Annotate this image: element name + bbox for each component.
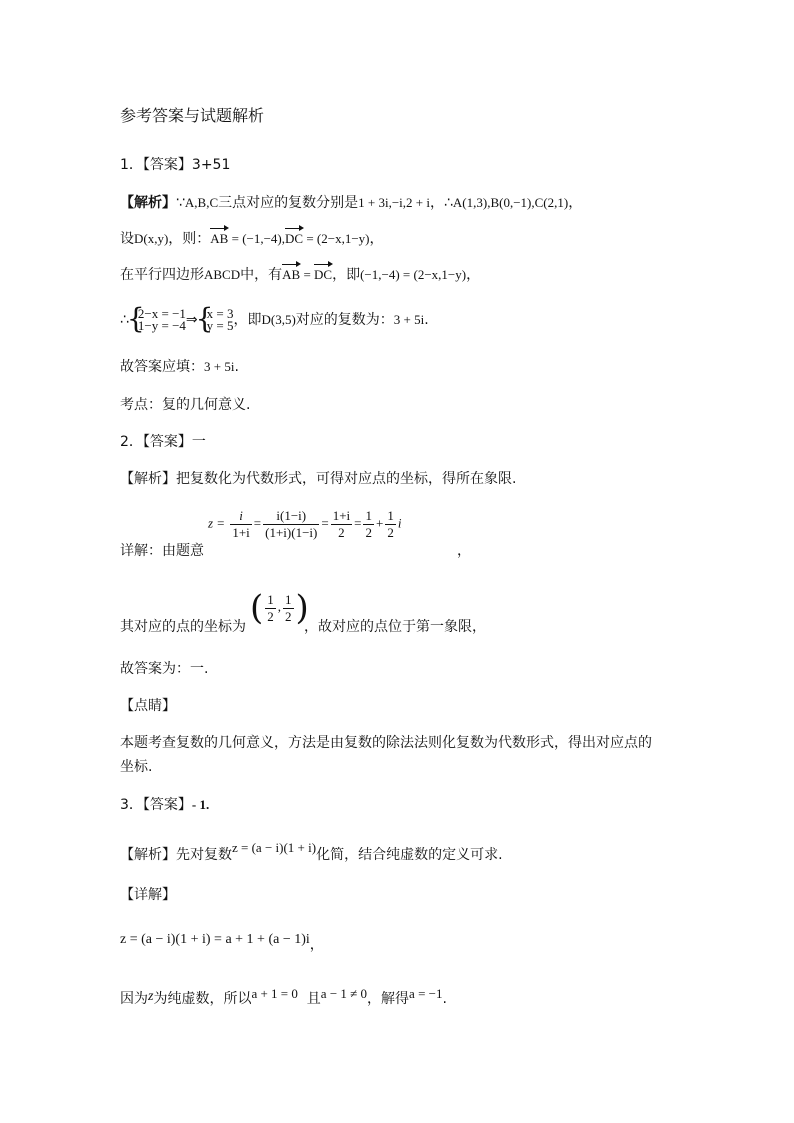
- q3-analysis: [120, 840, 503, 864]
- para-text: 在平行四边形: [120, 267, 204, 283]
- punct: ，: [466, 267, 481, 283]
- equation-system: { 2−x = −1 1−y = −4: [129, 308, 186, 332]
- q1-answer: 1．【答案】3+51: [120, 157, 231, 173]
- q2-analysis: 【解析】把复数化为代数形式，可得对应点的坐标，得所在象限.: [120, 471, 517, 487]
- condition-imag: a − 1 ≠ 0: [320, 986, 368, 1001]
- z-expression: z = (a − i)(1 + i): [232, 840, 317, 855]
- point-d: D(x,y): [134, 231, 169, 246]
- fraction: $\frac{1+i}{2}$: [332, 508, 351, 540]
- fraction: $\frac{i}{1+i}$: [232, 508, 250, 540]
- equals: =: [300, 267, 315, 282]
- punct: ，: [568, 195, 583, 211]
- q1-parallelogram: [120, 266, 480, 284]
- sys-text: ，即: [233, 312, 262, 328]
- fraction: $\frac{1}{2}$: [387, 508, 394, 540]
- q3-detail-formula: [120, 930, 324, 953]
- q2-dianjing-label: 【点睛】: [120, 698, 176, 714]
- punct: ，: [369, 231, 384, 247]
- analysis-text: 化简，结合纯虚数的定义可求.: [316, 847, 503, 863]
- q1-kaodian: 考点：复的几何意义.: [120, 397, 251, 413]
- punct: ，: [457, 543, 471, 559]
- q1-analysis: [120, 194, 582, 212]
- q3-answer: 3．【答案】- 1.: [120, 797, 210, 813]
- q2-answer: 2．【答案】一: [120, 434, 206, 450]
- para-value: (−1,−4) = (2−x,1−y): [360, 267, 467, 282]
- q3-conclusion: 因为z为纯虚数，所以a + 1 = 0 且a − 1 ≠ 0，解得a = −1.: [120, 986, 447, 1007]
- z-variable: z: [148, 989, 154, 1004]
- therefore-text: ，∴: [430, 195, 453, 211]
- result-a: a = −1: [409, 986, 443, 1001]
- solution-system: { x = 3 y = 5: [198, 308, 234, 332]
- q1-system: [120, 306, 429, 334]
- expansion-formula: z = (a − i)(1 + i) = a + 1 + (a − 1)i: [120, 932, 310, 947]
- punct: .: [424, 312, 429, 328]
- therefore-symbol: ∴: [120, 312, 129, 328]
- points-abc: A,B,C: [184, 195, 219, 210]
- q2-dianjing-text: 坐标.: [120, 759, 153, 775]
- q1-set-d: [120, 230, 383, 248]
- q1-fill: [120, 358, 239, 376]
- implies-arrow: ⇒: [185, 312, 198, 328]
- vector-dc: DC: [314, 267, 333, 282]
- detail-formula: z = $\frac{i}{1+i}$ = $\frac{i(1-i)}{(1+i)(1-i)}$ = $\frac{1+i}{2}$ = $\frac{1}{2}$ + $\frac{1}{2}$ i: [208, 508, 402, 540]
- vector-ab: AB: [282, 267, 301, 282]
- fill-text: 故答案应填：: [120, 359, 204, 375]
- abcd: ABCD: [204, 267, 241, 282]
- fraction: $\frac{1}{2}$: [365, 508, 372, 540]
- vector-dc: DC: [285, 231, 304, 246]
- punct: ，: [309, 937, 324, 953]
- analysis-label: 【解析】: [120, 195, 176, 211]
- punct: .: [234, 359, 239, 375]
- complex-values: 1 + 3i,−i,2 + i: [358, 195, 430, 210]
- fraction: $\frac{i(1-i)}{(1+i)(1-i)}$: [265, 508, 318, 540]
- answer-value: - 1.: [191, 797, 210, 812]
- para-text: ，即: [332, 267, 361, 283]
- analysis-text: 三点对应的复数分别是: [218, 195, 359, 211]
- vector-ab: AB: [210, 231, 229, 246]
- detail-label: 详解：由题意: [120, 543, 204, 559]
- because-symbol: ∵: [176, 195, 185, 211]
- page-title: 参考答案与试题解析: [120, 106, 265, 125]
- result-complex: 3 + 5i: [393, 312, 425, 327]
- coord-text: 其对应的点的坐标为: [120, 619, 246, 635]
- then-text: ，则：: [168, 231, 211, 247]
- dc-value: = (2−x,1−y): [303, 231, 370, 246]
- fill-value: 3 + 5i: [204, 359, 235, 374]
- ab-value: = (−1,−4),: [228, 231, 286, 246]
- analysis-text: 【解析】先对复数: [120, 847, 232, 863]
- q2-final: 故答案为：一.: [120, 661, 209, 677]
- coordinate-point: ( $\frac{1}{2}$ , $\frac{1}{2}$ ): [250, 588, 309, 628]
- coord-text: ，故对应的点位于第一象限，: [304, 619, 486, 635]
- set-text: 设: [120, 231, 134, 247]
- q2-dianjing-text: 本题考查复数的几何意义，方法是由复数的除法法则化复数为代数形式，得出对应点的: [120, 735, 652, 751]
- point-d-solved: D(3,5): [261, 312, 296, 327]
- sys-text: 对应的复数为：: [295, 312, 394, 328]
- condition-real: a + 1 = 0: [251, 986, 298, 1001]
- point-coords: A(1,3),B(0,−1),C(2,1): [452, 195, 569, 210]
- q3-detail-label: 【详解】: [120, 887, 176, 903]
- para-text: 中，有: [240, 267, 283, 283]
